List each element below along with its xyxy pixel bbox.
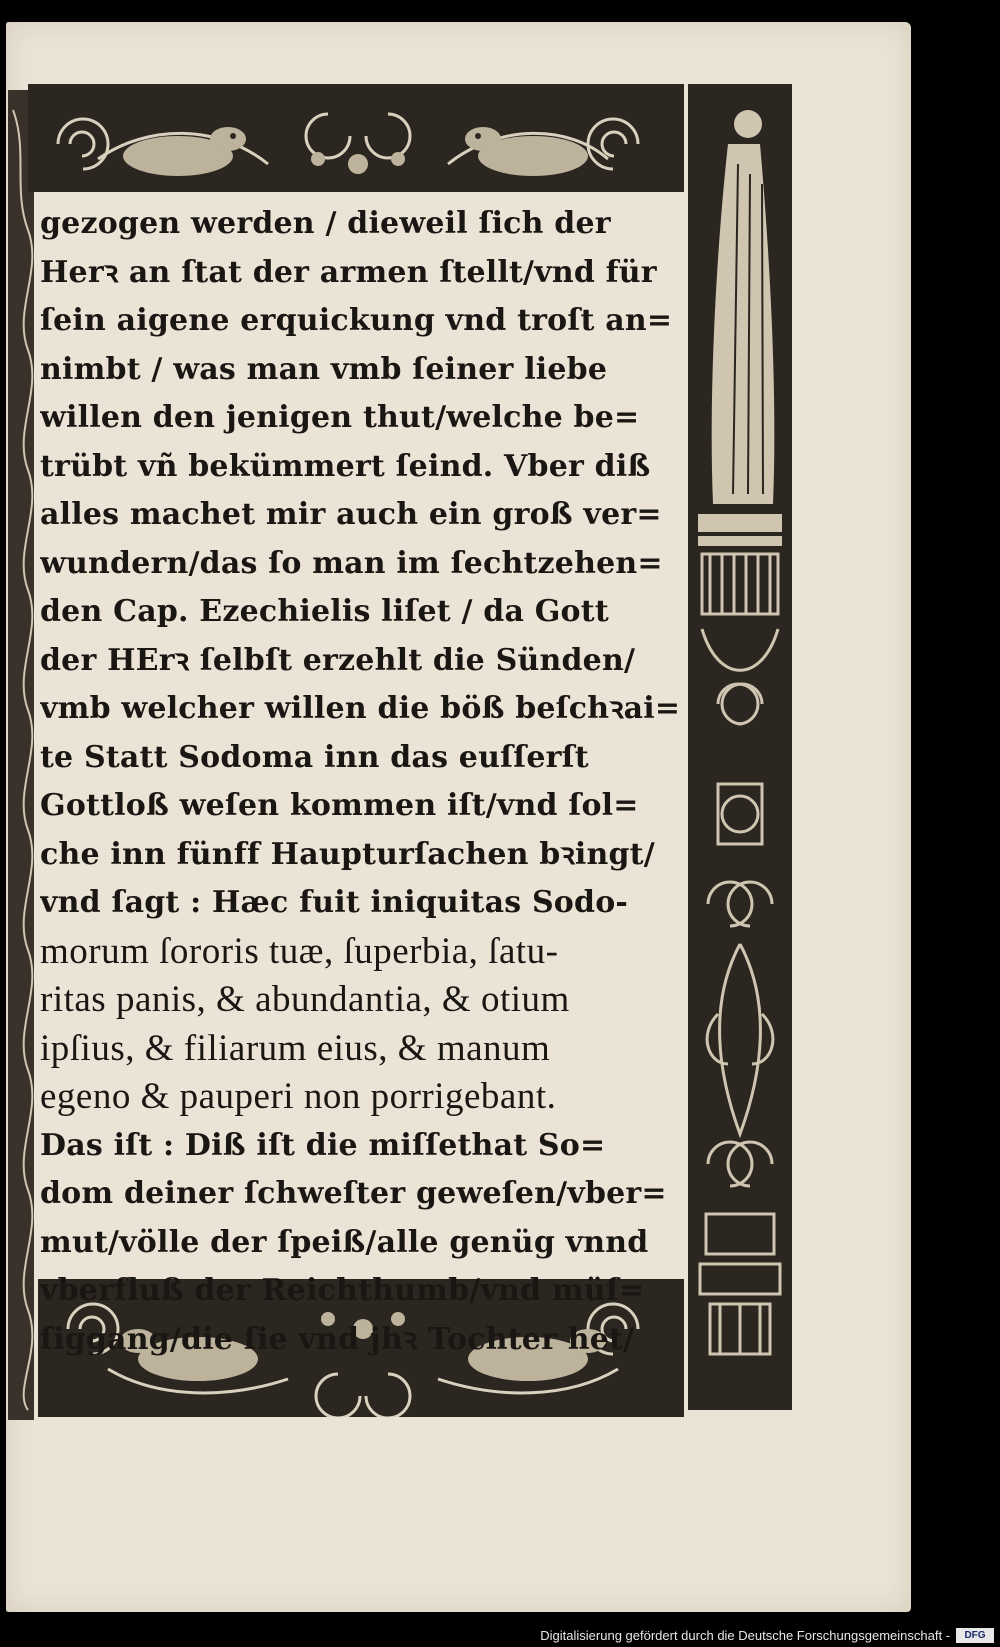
text-line: te Statt Sodoma inn das euſſerſt [40,739,589,775]
funding-note: Digitalisierung gefördert durch die Deutsche Forschungsgemeinschaft - [540,1628,950,1643]
text-line: gezogen werden / dieweil ſich der [40,206,611,241]
side-woodcut-border [688,84,792,1410]
text-line: mut/völle der ſpeiß/alle genüg vnnd [40,1224,649,1260]
text-line: Das iſt : Diß iſt die miſſethat So= [40,1127,606,1163]
text-line: vnd ſagt : Hæc fuit iniquitas Sodo- [40,885,629,920]
text-line: nimbt / was man vmb ſeiner liebe [40,351,608,387]
text-line: ſiggang/die ſie vnd jhꝛ Tochter het/ [40,1321,635,1357]
text-line: Gottloß weſen kommen iſt/vnd ſol= [40,788,639,823]
text-line: vberfluß der Reichthumb/vnd müſ= [40,1273,645,1308]
text-line: den Cap. Ezechielis liſet / da Gott [40,594,609,629]
text-line: ritas panis, & abundantia, & otium [40,979,570,1020]
text-line: dom deiner ſchweſter geweſen/vber= [40,1176,667,1211]
text-line: alles machet mir auch ein groß ver= [40,497,662,532]
text-line: trübt vñ bekümmert ſeind. Vber diß [40,448,651,484]
text-line: vmb welcher willen die böß beſchꝛai= [40,691,680,726]
text-line: ipſius, & filiarum eius, & manum [40,1027,551,1069]
top-woodcut-border [28,84,684,192]
text-line: wundern/das ſo man im ſechtzehen= [40,545,663,581]
text-line: morum ſororis tuæ, ſuperbia, ſatu- [40,930,559,972]
left-margin-ornament [8,90,34,1420]
text-line: der HErꝛ ſelbſt erzehlt die Sünden/ [40,642,636,678]
text-block [40,200,680,1364]
dfg-logo: DFG [956,1628,994,1643]
text-line: egeno & pauperi non porrigebant. [40,1076,557,1117]
footer-bar [0,1623,1000,1647]
text-line: Herꝛ an ſtat der armen ſtellt/vnd für [40,254,657,290]
text-line: willen den jenigen thut/welche be= [40,400,640,435]
text-line: che inn fünff Haupturſachen bꝛingt/ [40,836,655,872]
text-line: ſein aigene erquickung vnd troſt an= [40,303,673,338]
